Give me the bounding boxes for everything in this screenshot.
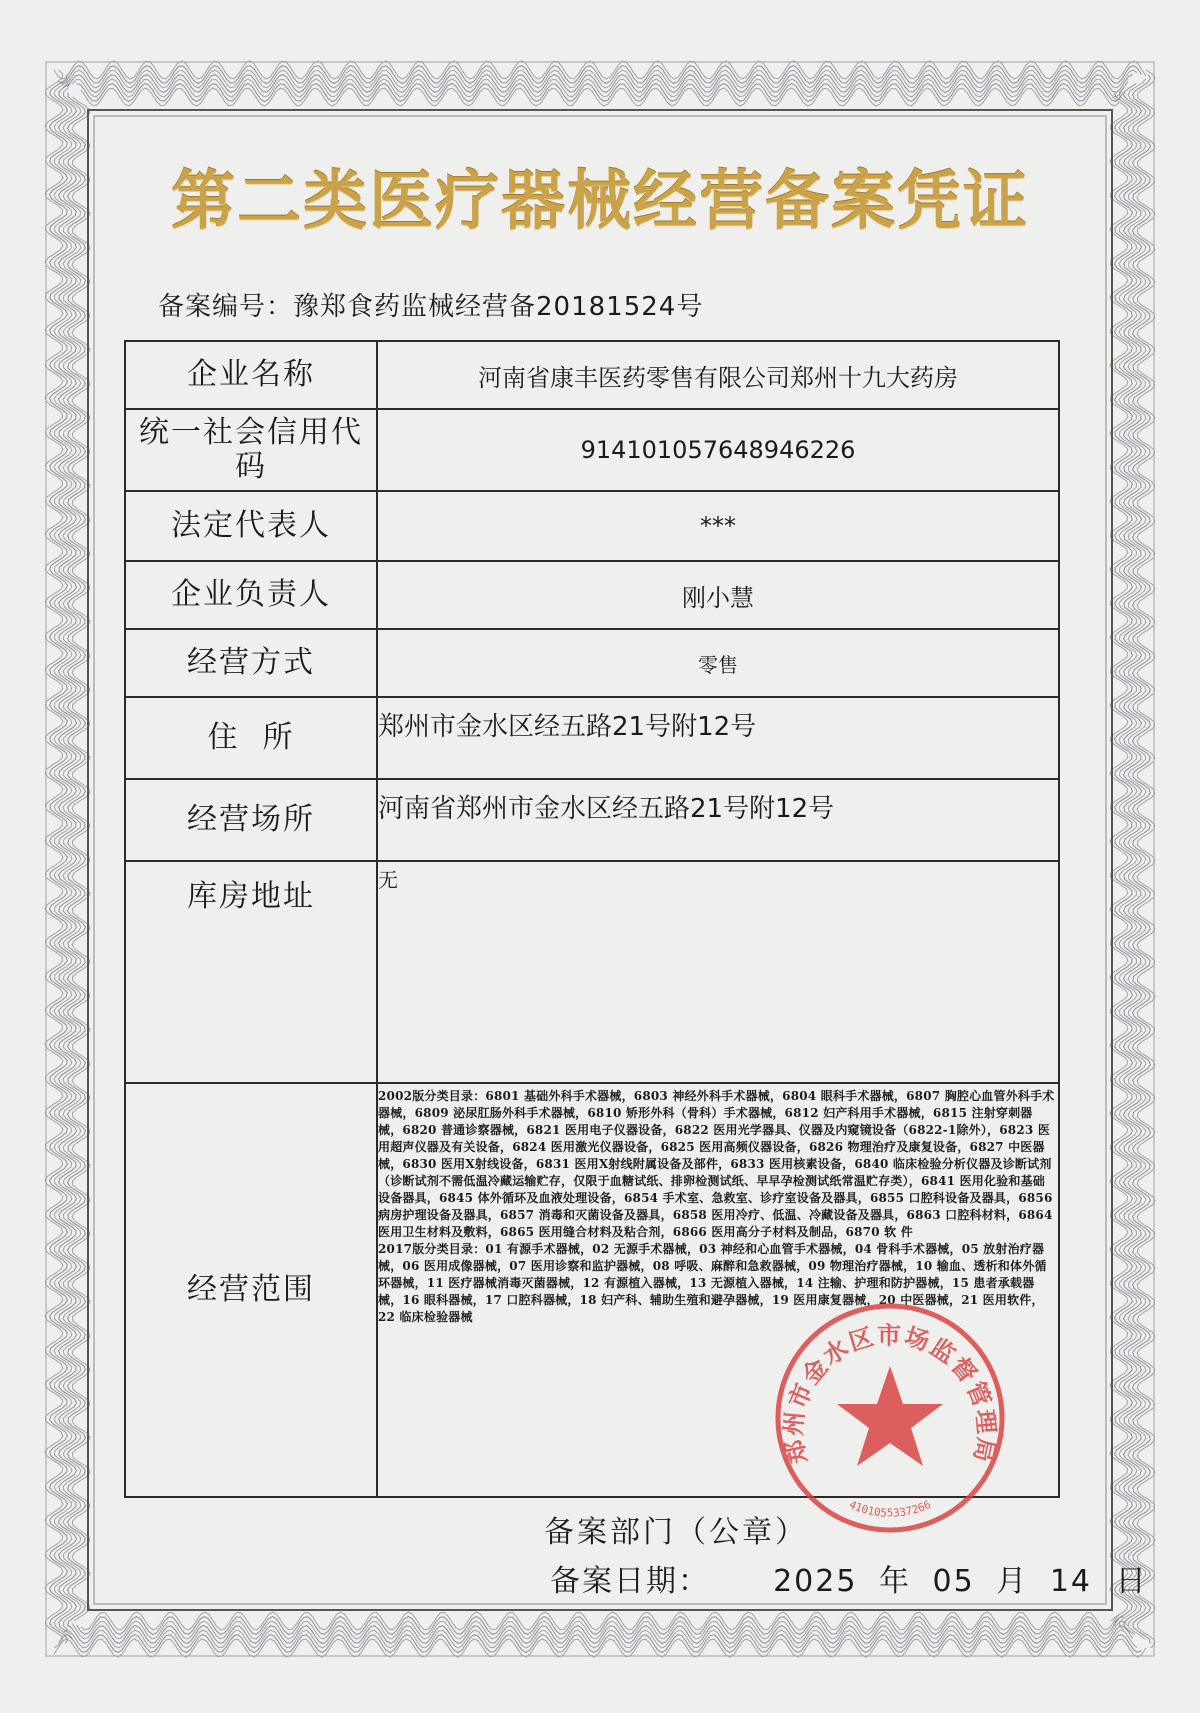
date-month-unit: 月 <box>996 1564 1029 1599</box>
label-warehouse: 库房地址 <box>125 861 377 1083</box>
row-person-in-charge <box>125 561 1059 629</box>
scope-2002: 2002版分类目录：6801 基础外科手术器械，6803 神经外科手术器械，6804 眼科手术器械，6807 胸腔心血管外科手术器械，6809 泌尿肛肠外科手术器械，6810 矫形外科（骨科）手术器械，6812 妇产科用手术器械，6815 注射穿刺器械，6820 普通诊察器械，6821 医用电子仪器设备，6822 医用光学器具、仪器及内窥镜设备（6822-1除外），6823 医用超声仪器及有关设备，6824 医用激光仪器设备，6825 医用高频仪器设备，6826 物理治疗及康复设备，6827 中医器械，6830 医用X射线设备，6831 医用X射线附属设备及部件，6833 医用核素设备，6840 临床检验分析仪器及诊断试剂（诊断试剂不需低温冷藏运输贮存，仅限于血糖试纸、排卵检测试纸、早早孕检测试纸常温贮存类），6841 医用化验和基础设备器具，6845 体外循环及血液处理设备，6854 手术室、急救室、诊疗室设备及器具，6855 口腔科设备及器具，6856 病房护理设备及器具，6857 消毒和灭菌设备及器具，6858 医用冷疗、低温、冷藏设备及器具，6863 口腔科材料，6864 医用卫生材料及敷料，6865 医用缝合材料及粘合剂，6866 医用高分子材料及制品，6870 软 件 <box>378 1089 1055 1239</box>
label-credit-code: 统一社会信用代码 <box>125 409 377 491</box>
value-person-in-charge: 刚小慧 <box>377 561 1059 629</box>
value-company-name: 河南省康丰医药零售有限公司郑州十九大药房 <box>377 341 1059 409</box>
certificate-title: 第二类医疗器械经营备案凭证 <box>171 164 1029 239</box>
value-business-mode: 零售 <box>377 629 1059 697</box>
row-business-mode <box>125 629 1059 697</box>
value-domicile: 郑州市金水区经五路21号附12号 <box>377 697 1059 779</box>
official-seal <box>770 1298 1010 1538</box>
label-domicile: 住 所 <box>125 697 377 779</box>
date-month: 05 <box>932 1564 975 1599</box>
label-business-scope: 经营范围 <box>125 1083 377 1497</box>
svg-text:4101055337266 <box>847 1498 933 1520</box>
label-business-premises: 经营场所 <box>125 779 377 861</box>
row-domicile <box>125 697 1059 779</box>
filing-number-label: 备案编号： <box>158 292 294 322</box>
date-day-unit: 日 <box>1115 1564 1148 1599</box>
seal-text: 郑州市金水区市场监督管理局 <box>778 1320 1002 1467</box>
filing-number: 豫郑食药监械经营备20181524号 <box>293 292 704 322</box>
label-person-in-charge: 企业负责人 <box>125 561 377 629</box>
filing-number-line <box>158 286 703 323</box>
row-business-premises <box>125 779 1059 861</box>
value-credit-code: 914101057648946226 <box>377 409 1059 491</box>
value-legal-rep: *** <box>377 491 1059 561</box>
filing-department: 备案部门（公章） <box>544 1515 808 1550</box>
date-year-unit: 年 <box>879 1564 911 1599</box>
date-day: 14 <box>1049 1564 1093 1599</box>
filing-date <box>550 1556 1148 1600</box>
row-company-name <box>125 341 1059 409</box>
scope-2017: 2017版分类目录：01 有源手术器械，02 无源手术器械，03 神经和心血管手术器械，04 骨科手术器械，05 放射治疗器械，06 医用成像器械，07 医用诊察和监护器械，08 呼吸、麻醉和急救器械，09 物理治疗器械，10 输血、透析和体外循环器械，11 医疗器械消毒灭菌器械，12 有源植入器械，13 无源植入器械，14 注输、护理和防护器械，15 患者承载器械，16 眼科器械，17 口腔科器械，18 妇产科、辅助生殖和避孕器械，19 医用康复器械，20 中医器械，21 医用软件，22 临床检验器械 <box>378 1242 1047 1324</box>
seal-code: 4101055337266 <box>847 1497 933 1520</box>
row-legal-rep <box>125 491 1059 561</box>
row-warehouse <box>125 861 1059 1083</box>
date-label: 备案日期： <box>550 1564 710 1599</box>
label-legal-rep: 法定代表人 <box>125 491 377 561</box>
value-business-premises: 河南省郑州市金水区经五路21号附12号 <box>377 779 1059 861</box>
label-company-name: 企业名称 <box>125 341 377 409</box>
value-warehouse: 无 <box>377 861 1059 1083</box>
date-year: 2025 <box>773 1564 858 1599</box>
label-business-mode: 经营方式 <box>125 629 377 697</box>
row-credit-code <box>125 409 1059 491</box>
